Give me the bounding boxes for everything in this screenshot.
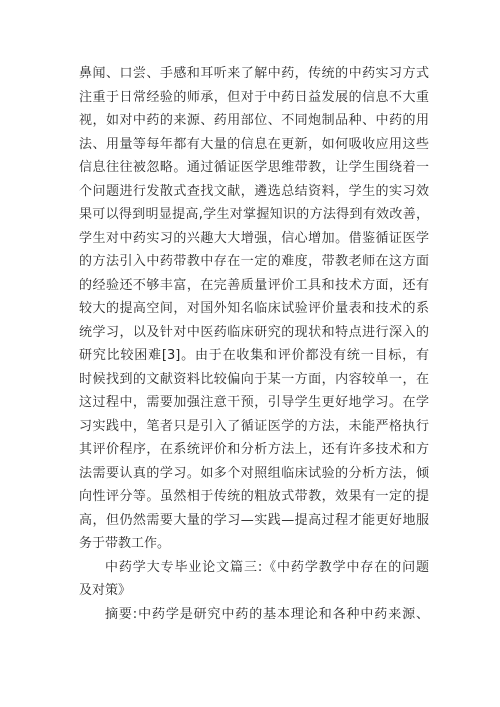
text-line: 统学习，以及针对中医药临床研究的现状和特点进行深入的 bbox=[79, 324, 429, 340]
text-line: 向性评分等。虽然相于传统的粗放式带教，效果有一定的提 bbox=[79, 489, 429, 504]
text-line: 果可以得到明显提高,学生对掌握知识的方法得到有效改善， bbox=[79, 207, 429, 222]
text-line: 摘要:中药学是研究中药的基本理论和各种中药来源、 bbox=[105, 606, 429, 622]
text-line: 注重于日常经验的师承，但对于中药日益发展的信息不大重 bbox=[79, 89, 429, 105]
text-line: 时候找到的文献资料比较偏向于某一方面，内容较单一，在 bbox=[79, 371, 429, 387]
text-line: 学生对中药实习的兴趣大大增强，信心增加。借鉴循证医学 bbox=[79, 230, 429, 246]
text-line: 信息往往被忽略。通过循证医学思维带教，让学生围绕着一 bbox=[79, 160, 429, 175]
text-line: 法需要认真的学习。如多个对照组临床试验的分析方法，倾 bbox=[79, 465, 429, 481]
text-line: 较大的提高空间，对国外知名临床试验评价量表和技术的系 bbox=[79, 301, 429, 316]
text-line: 法、用量等每年都有大量的信息在更新，如何吸收应用这些 bbox=[79, 136, 429, 152]
text-line: 习实践中，笔者只是引入了循证医学的方法，未能严格执行 bbox=[79, 418, 429, 434]
text-line: 的方法引入中药带教中存在一定的难度，带教老师在这方面 bbox=[79, 254, 429, 269]
text-line: 务于带教工作。 bbox=[79, 536, 171, 551]
text-line: 及对策》 bbox=[79, 583, 132, 598]
text-line: 研究比较困难[3]。由于在收集和评价都没有统一目标，有 bbox=[79, 348, 429, 363]
text-line: 其评价程序，在系统评价和分析方法上，还有许多技术和方 bbox=[79, 442, 429, 457]
text-line: 视，如对中药的来源、药用部位、不同炮制品种、中药的用 bbox=[79, 113, 429, 128]
text-line: 鼻闻、口尝、手感和耳听来了解中药，传统的中药实习方式 bbox=[79, 66, 429, 81]
body-text bbox=[79, 62, 429, 626]
text-line: 的经验还不够丰富，在完善质量评价工具和技术方面，还有 bbox=[79, 277, 429, 293]
text-line: 高，但仍然需要大量的学习—实践—提高过程才能更好地服 bbox=[79, 512, 429, 528]
text-line: 中药学大专毕业论文篇三:《中药学教学中存在的问题 bbox=[105, 559, 429, 575]
text-line: 个问题进行发散式查找文献，遴选总结资料，学生的实习效 bbox=[79, 183, 429, 199]
text-line: 这过程中，需要加强注意干预，引导学生更好地学习。在学 bbox=[79, 395, 429, 410]
